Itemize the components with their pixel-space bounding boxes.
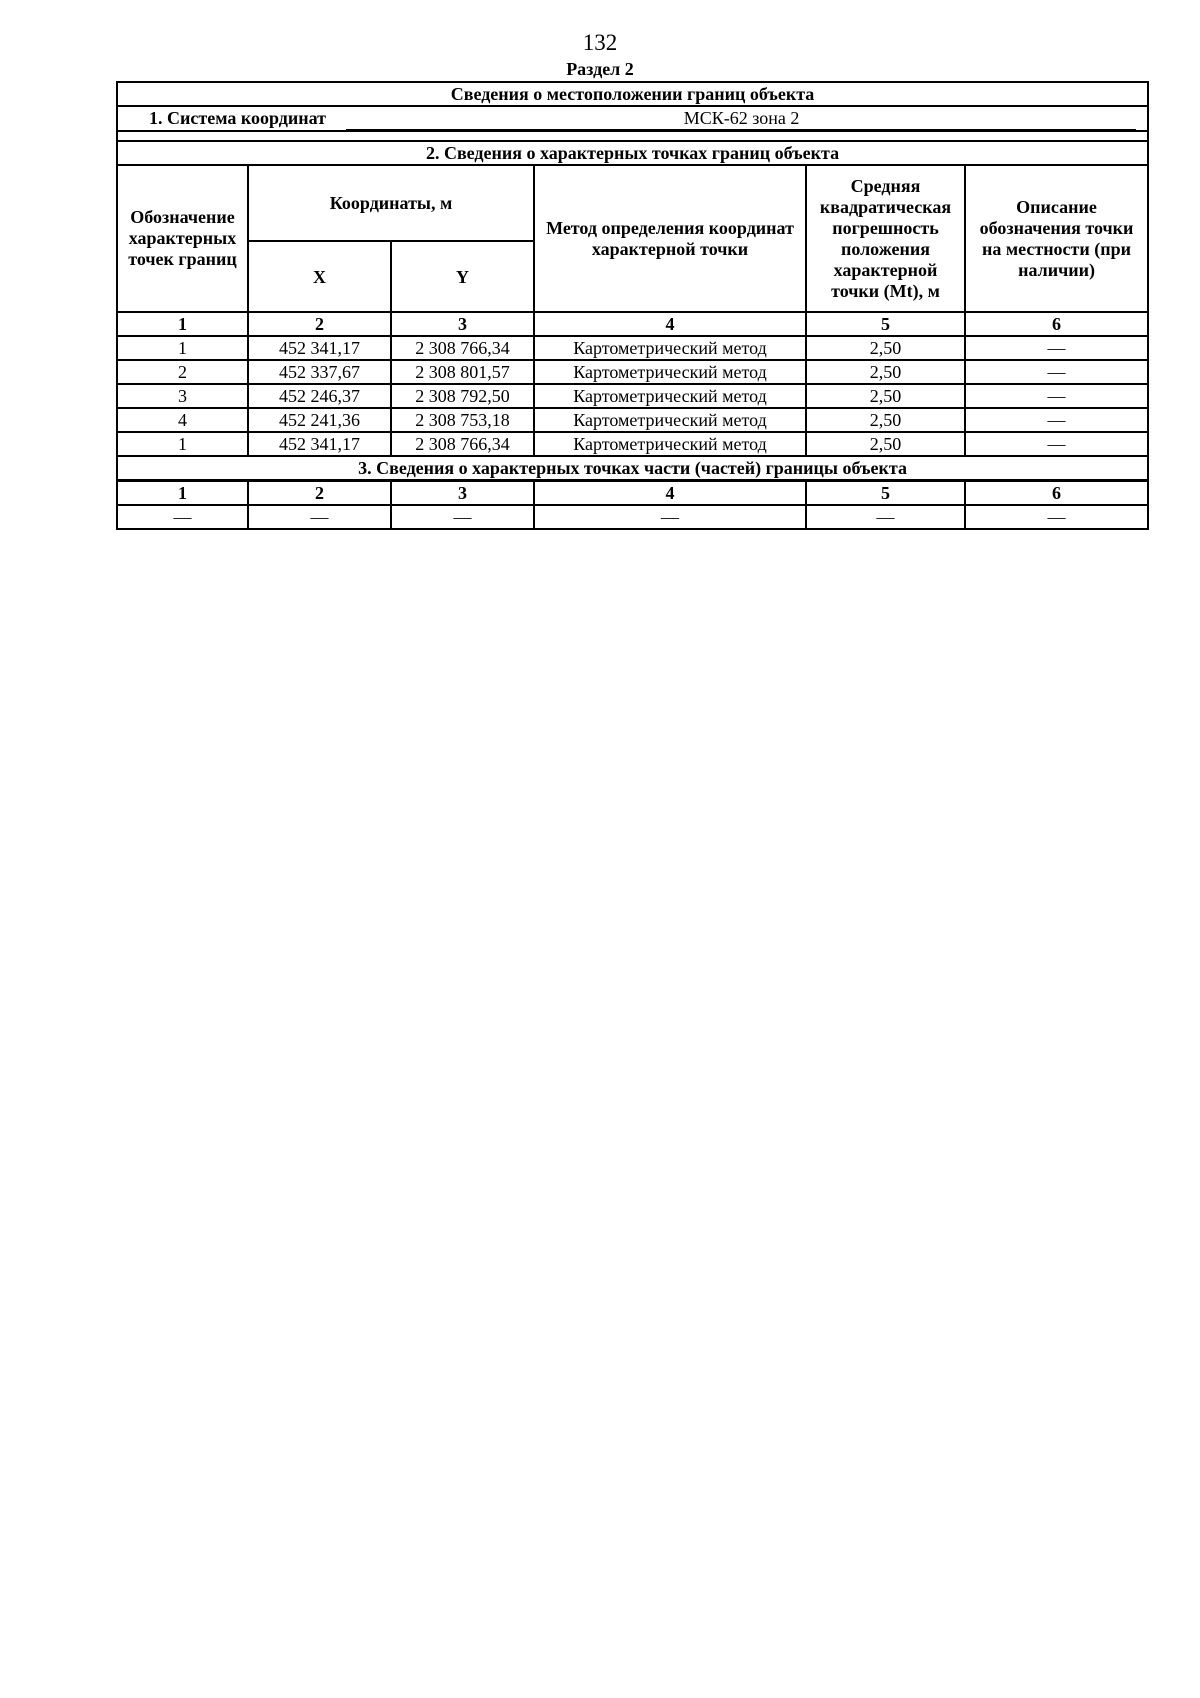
section-title: Раздел 2 xyxy=(566,59,634,79)
column-number: 3 xyxy=(391,312,534,336)
coord-system-row xyxy=(117,106,1148,131)
cell-y: 2 308 792,50 xyxy=(391,384,534,408)
header-description: Описание обозначения точки на местности (при наличии) xyxy=(965,165,1148,312)
cell-description: — xyxy=(965,384,1148,408)
cell-error: 2,50 xyxy=(806,336,965,360)
cell-empty: — xyxy=(117,505,248,529)
cell-x: 452 341,17 xyxy=(248,336,391,360)
points-section-title: 2. Сведения о характерных точках границ объекта xyxy=(117,141,1148,165)
cell-x: 452 341,17 xyxy=(248,432,391,456)
table-title: Сведения о местоположении границ объекта xyxy=(117,82,1148,106)
cell-description: — xyxy=(965,408,1148,432)
cell-point: 1 xyxy=(117,432,248,456)
table-row xyxy=(117,432,1148,456)
cell-error: 2,50 xyxy=(806,432,965,456)
cell-empty: — xyxy=(806,505,965,529)
cell-point: 3 xyxy=(117,384,248,408)
column-number: 4 xyxy=(534,312,806,336)
cell-method: Картометрический метод xyxy=(534,336,806,360)
table-row xyxy=(117,384,1148,408)
column-number: 2 xyxy=(248,481,391,506)
column-number: 1 xyxy=(117,312,248,336)
cell-y: 2 308 766,34 xyxy=(391,432,534,456)
cell-error: 2,50 xyxy=(806,360,965,384)
cell-method: Картометрический метод xyxy=(534,408,806,432)
column-number: 3 xyxy=(391,481,534,506)
cell-y: 2 308 753,18 xyxy=(391,408,534,432)
spacer xyxy=(117,131,1148,141)
table-row xyxy=(117,360,1148,384)
cell-empty: — xyxy=(534,505,806,529)
table-row xyxy=(117,336,1148,360)
column-number: 4 xyxy=(534,481,806,506)
column-number: 6 xyxy=(965,312,1148,336)
column-numbers-row xyxy=(117,312,1148,336)
column-number: 5 xyxy=(806,312,965,336)
cell-x: 452 246,37 xyxy=(248,384,391,408)
coord-system-label: 1. Система координат xyxy=(149,108,326,128)
table-row xyxy=(117,505,1148,529)
cell-empty: — xyxy=(248,505,391,529)
header-y: Y xyxy=(391,241,534,312)
cell-description: — xyxy=(965,432,1148,456)
cell-method: Картометрический метод xyxy=(534,360,806,384)
cell-y: 2 308 766,34 xyxy=(391,336,534,360)
column-number: 5 xyxy=(806,481,965,506)
boundary-table xyxy=(116,81,1149,530)
cell-error: 2,50 xyxy=(806,384,965,408)
cell-error: 2,50 xyxy=(806,408,965,432)
cell-x: 452 337,67 xyxy=(248,360,391,384)
coord-system-value: МСК-62 зона 2 xyxy=(346,107,1136,130)
cell-description: — xyxy=(965,336,1148,360)
header-coordinates: Координаты, м xyxy=(248,165,534,241)
header-designation: Обозначение характерных точек границ xyxy=(117,165,248,312)
cell-method: Картометрический метод xyxy=(534,432,806,456)
cell-x: 452 241,36 xyxy=(248,408,391,432)
cell-method: Картометрический метод xyxy=(534,384,806,408)
column-number: 2 xyxy=(248,312,391,336)
cell-point: 2 xyxy=(117,360,248,384)
cell-description: — xyxy=(965,360,1148,384)
parts-column-numbers-row xyxy=(117,481,1148,506)
header-error: Средняя квадратическая погрешность положения характерной точки (Mt), м xyxy=(806,165,965,312)
cell-y: 2 308 801,57 xyxy=(391,360,534,384)
column-number: 1 xyxy=(117,481,248,506)
cell-empty: — xyxy=(965,505,1148,529)
header-method: Метод определения координат характерной точки xyxy=(534,165,806,312)
column-number: 6 xyxy=(965,481,1148,506)
cell-point: 4 xyxy=(117,408,248,432)
page-number: 132 xyxy=(582,30,618,55)
header-x: X xyxy=(248,241,391,312)
cell-empty: — xyxy=(391,505,534,529)
cell-point: 1 xyxy=(117,336,248,360)
table-row xyxy=(117,408,1148,432)
parts-section-title: 3. Сведения о характерных точках части (частей) границы объекта xyxy=(117,456,1148,481)
